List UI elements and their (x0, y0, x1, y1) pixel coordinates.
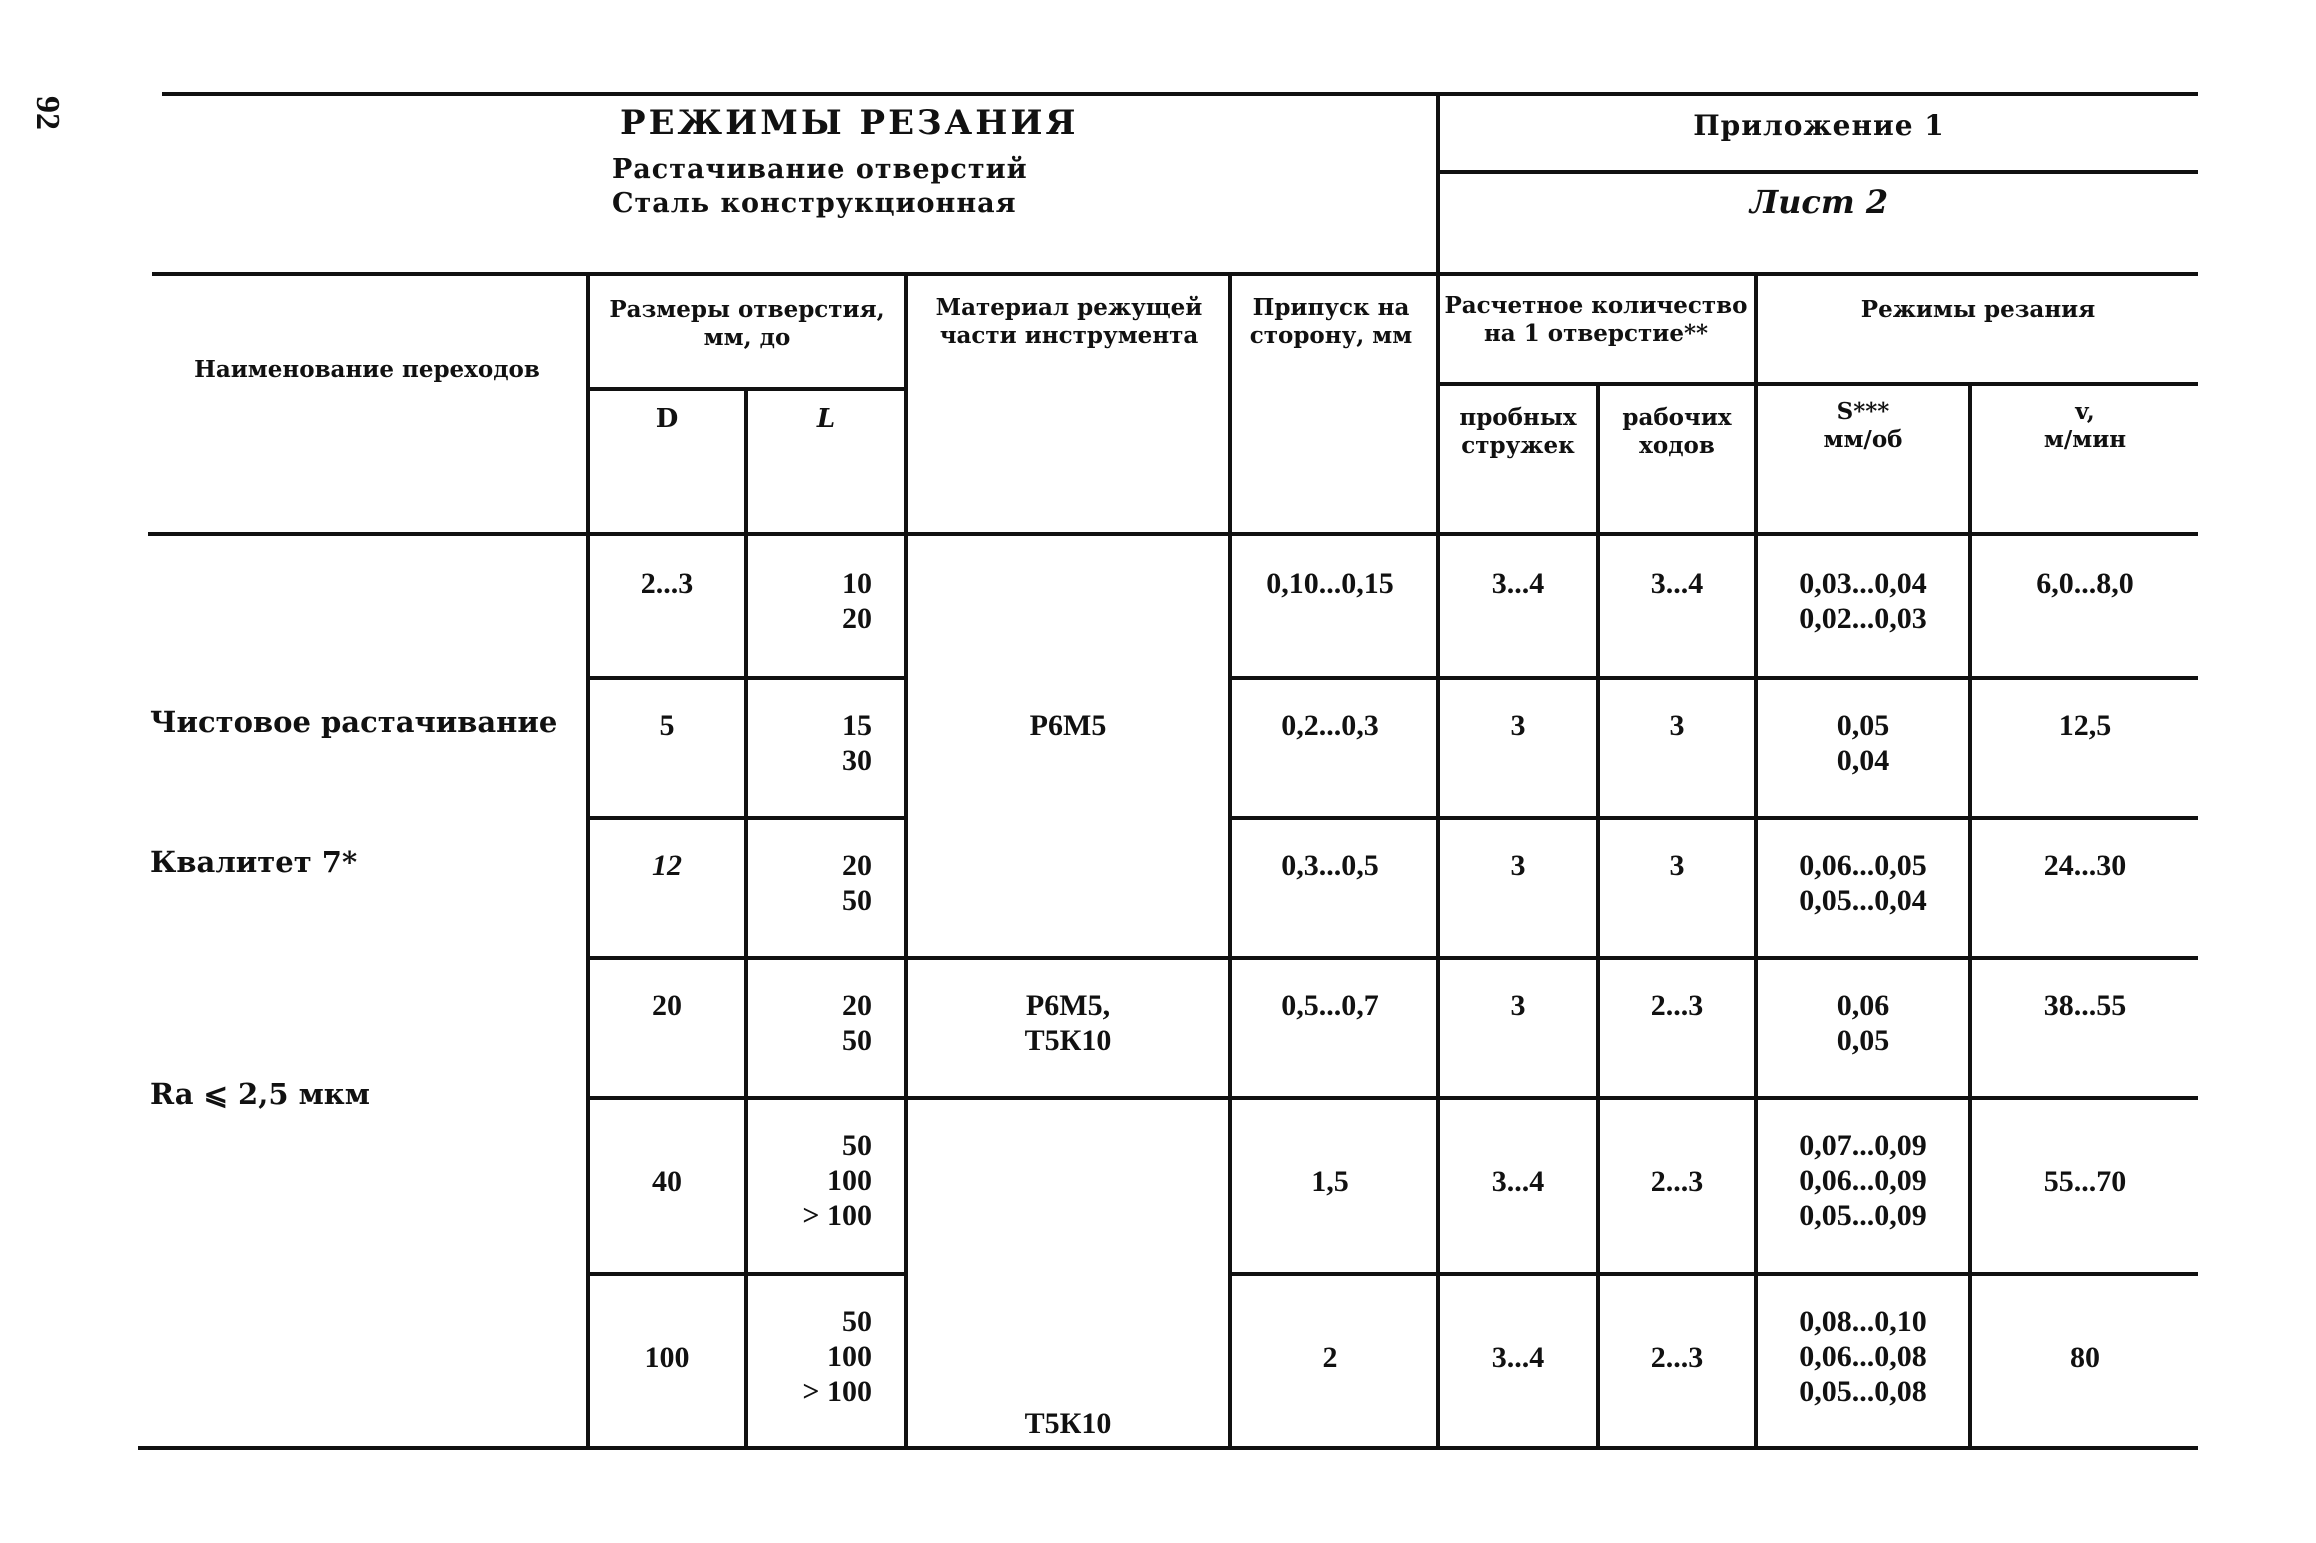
header-working-passes (1600, 404, 1754, 459)
row-4-speed: 38...55 (2043, 989, 2127, 1022)
row-rule-1b (1232, 676, 2198, 680)
document-subtitle-2: Сталь конструкционная (612, 188, 1017, 219)
row-6-speed: 80 (2070, 1341, 2100, 1374)
row-rule-2 (590, 816, 908, 820)
row-6-l (748, 1304, 872, 1409)
row-rule-2b (1232, 816, 2198, 820)
row-5-feed-2: 0,06...0,09 (1799, 1164, 1927, 1198)
row-2-feed (1758, 708, 1968, 778)
operation-roughness: Ra ⩽ 2,5 мкм (150, 1077, 370, 1111)
row-1-feed-2: 0,02...0,03 (1799, 602, 1927, 636)
header-cutting-modes: Режимы резания (1860, 296, 2096, 323)
header-feed (1758, 398, 1968, 453)
material-p6m5-line: Р6М5, (1025, 989, 1111, 1022)
row-3-l-1: 20 (842, 849, 872, 882)
row-2-speed: 12,5 (2058, 709, 2112, 742)
header-count (1440, 292, 1752, 347)
row-2-l (748, 708, 872, 778)
header-hole-size-text: Размеры отверстия, мм, до (609, 296, 885, 351)
row-1-speed: 6,0...8,0 (2036, 567, 2134, 600)
material-t5k10-line: Т5К10 (1024, 1024, 1112, 1058)
row-2-d: 5 (659, 709, 675, 742)
row-3-feed-1: 0,06...0,05 (1799, 849, 1927, 882)
row-4-feed-2: 0,05 (1836, 1024, 1890, 1058)
header-feed-symbol: S*** (1836, 398, 1890, 425)
row-6-l-3: > 100 (802, 1375, 872, 1409)
row-2-allowance: 0,2...0,3 (1281, 709, 1379, 742)
row-3-feed-2: 0,05...0,04 (1799, 884, 1927, 918)
row-6-feed (1758, 1304, 1968, 1409)
row-5-l-3: > 100 (802, 1199, 872, 1233)
row-2-trial: 3 (1510, 709, 1526, 742)
row-6-l-2: 100 (827, 1340, 872, 1374)
row-4-trial: 3 (1510, 989, 1526, 1022)
header-operation: Наименование переходов (194, 356, 540, 383)
header-hole-size (590, 296, 904, 351)
row-5-d: 40 (652, 1165, 682, 1198)
header-material (910, 294, 1228, 349)
row-1-l-2: 20 (842, 602, 872, 636)
row-5-speed: 55...70 (2043, 1165, 2127, 1198)
header-material-text: Материал режущей части инструмента (935, 294, 1203, 349)
row-5-feed (1758, 1128, 1968, 1233)
col-divider-material (904, 272, 908, 1450)
row-4-l (748, 988, 872, 1058)
row-5-allowance: 1,5 (1311, 1165, 1349, 1198)
row-3-allowance: 0,3...0,5 (1281, 849, 1379, 882)
row-rule-5b (1232, 1272, 2198, 1276)
row-4-allowance: 0,5...0,7 (1281, 989, 1379, 1022)
row-3-feed (1758, 848, 1968, 918)
row-4-feed-1: 0,06 (1836, 989, 1890, 1022)
operation-name: Чистовое растачивание (150, 705, 558, 739)
row-2-l-2: 30 (842, 744, 872, 778)
row-5-feed-3: 0,05...0,09 (1799, 1199, 1927, 1233)
row-4-d: 20 (652, 989, 682, 1022)
row-rule-3 (590, 956, 2198, 960)
operation-quality: Квалитет 7* (150, 845, 358, 879)
col-divider-passes (1596, 382, 1600, 1450)
appendix-label: Приложение 1 (1693, 109, 1945, 142)
header-bottom-rule (152, 272, 2198, 276)
row-3-d: 12 (652, 849, 682, 882)
row-2-l-1: 15 (842, 709, 872, 742)
row-3-l-2: 50 (842, 884, 872, 918)
row-5-l-2: 100 (827, 1164, 872, 1198)
row-rule-1 (590, 676, 908, 680)
row-6-d: 100 (644, 1341, 690, 1374)
row-rule-5 (590, 1272, 908, 1276)
row-3-passes: 3 (1669, 849, 1685, 882)
row-6-allowance: 2 (1322, 1341, 1338, 1374)
material-p6m5: Р6М5 (1029, 709, 1107, 742)
row-6-passes: 2...3 (1650, 1341, 1704, 1374)
subheader-rule-right (1440, 382, 2198, 386)
row-2-feed-2: 0,04 (1836, 744, 1890, 778)
material-t5k10: Т5К10 (1024, 1407, 1112, 1440)
row-1-l (748, 566, 872, 636)
row-5-passes: 2...3 (1650, 1165, 1704, 1198)
col-divider-speed (1968, 382, 1972, 1450)
sheet-label: Лист 2 (1749, 183, 1889, 221)
row-3-speed: 24...30 (2043, 849, 2127, 882)
row-1-passes: 3...4 (1650, 567, 1704, 600)
appendix-rule (1440, 170, 2198, 174)
row-1-l-1: 10 (842, 567, 872, 600)
header-trial-chips (1440, 404, 1596, 459)
row-2-passes: 3 (1669, 709, 1685, 742)
header-d: D (655, 404, 679, 434)
table-bottom-rule (138, 1446, 2198, 1450)
row-4-l-1: 20 (842, 989, 872, 1022)
subheader-rule-left (590, 387, 906, 391)
top-rule (162, 92, 2198, 96)
row-2-feed-1: 0,05 (1836, 709, 1890, 742)
col-divider-dl (744, 387, 748, 1450)
header-count-text: Расчетное количество на 1 отверстие** (1444, 292, 1748, 347)
row-6-feed-2: 0,06...0,08 (1799, 1340, 1927, 1374)
row-5-feed-1: 0,07...0,09 (1799, 1129, 1927, 1162)
page-number: 92 (29, 96, 66, 130)
row-1-feed-1: 0,03...0,04 (1799, 567, 1927, 600)
row-6-feed-1: 0,08...0,10 (1799, 1305, 1927, 1338)
header-speed-symbol: v, (2075, 398, 2095, 425)
row-1-trial: 3...4 (1491, 567, 1545, 600)
header-allowance (1234, 294, 1428, 349)
document-title: РЕЖИМЫ РЕЗАНИЯ (620, 103, 1079, 143)
header-allowance-text: Припуск на сторону, мм (1249, 294, 1413, 349)
row-rule-4 (590, 1096, 2198, 1100)
row-5-trial: 3...4 (1491, 1165, 1545, 1198)
row-1-feed (1758, 566, 1968, 636)
document-subtitle-1: Растачивание отверстий (612, 154, 1028, 185)
row-1-allowance: 0,10...0,15 (1266, 567, 1394, 600)
header-feed-unit: мм/об (1823, 425, 1903, 453)
row-6-l-1: 50 (842, 1305, 872, 1338)
header-speed-unit: м/мин (2043, 425, 2127, 453)
row-3-l (748, 848, 872, 918)
row-3-trial: 3 (1510, 849, 1526, 882)
row-4-l-2: 50 (842, 1024, 872, 1058)
row-6-feed-3: 0,05...0,08 (1799, 1375, 1927, 1409)
row-4-passes: 2...3 (1650, 989, 1704, 1022)
column-header-bottom-rule (148, 532, 2198, 536)
row-5-l (748, 1128, 872, 1233)
header-l: L (816, 404, 836, 434)
row-1-d: 2...3 (640, 567, 694, 600)
row-4-feed (1758, 988, 1968, 1058)
header-trial-chips-text: пробных стружек (1459, 404, 1577, 459)
row-6-trial: 3...4 (1491, 1341, 1545, 1374)
header-working-passes-text: рабочих ходов (1622, 404, 1732, 459)
header-speed (1972, 398, 2198, 453)
row-5-l-1: 50 (842, 1129, 872, 1162)
material-p6m5-t5k10 (908, 988, 1228, 1058)
